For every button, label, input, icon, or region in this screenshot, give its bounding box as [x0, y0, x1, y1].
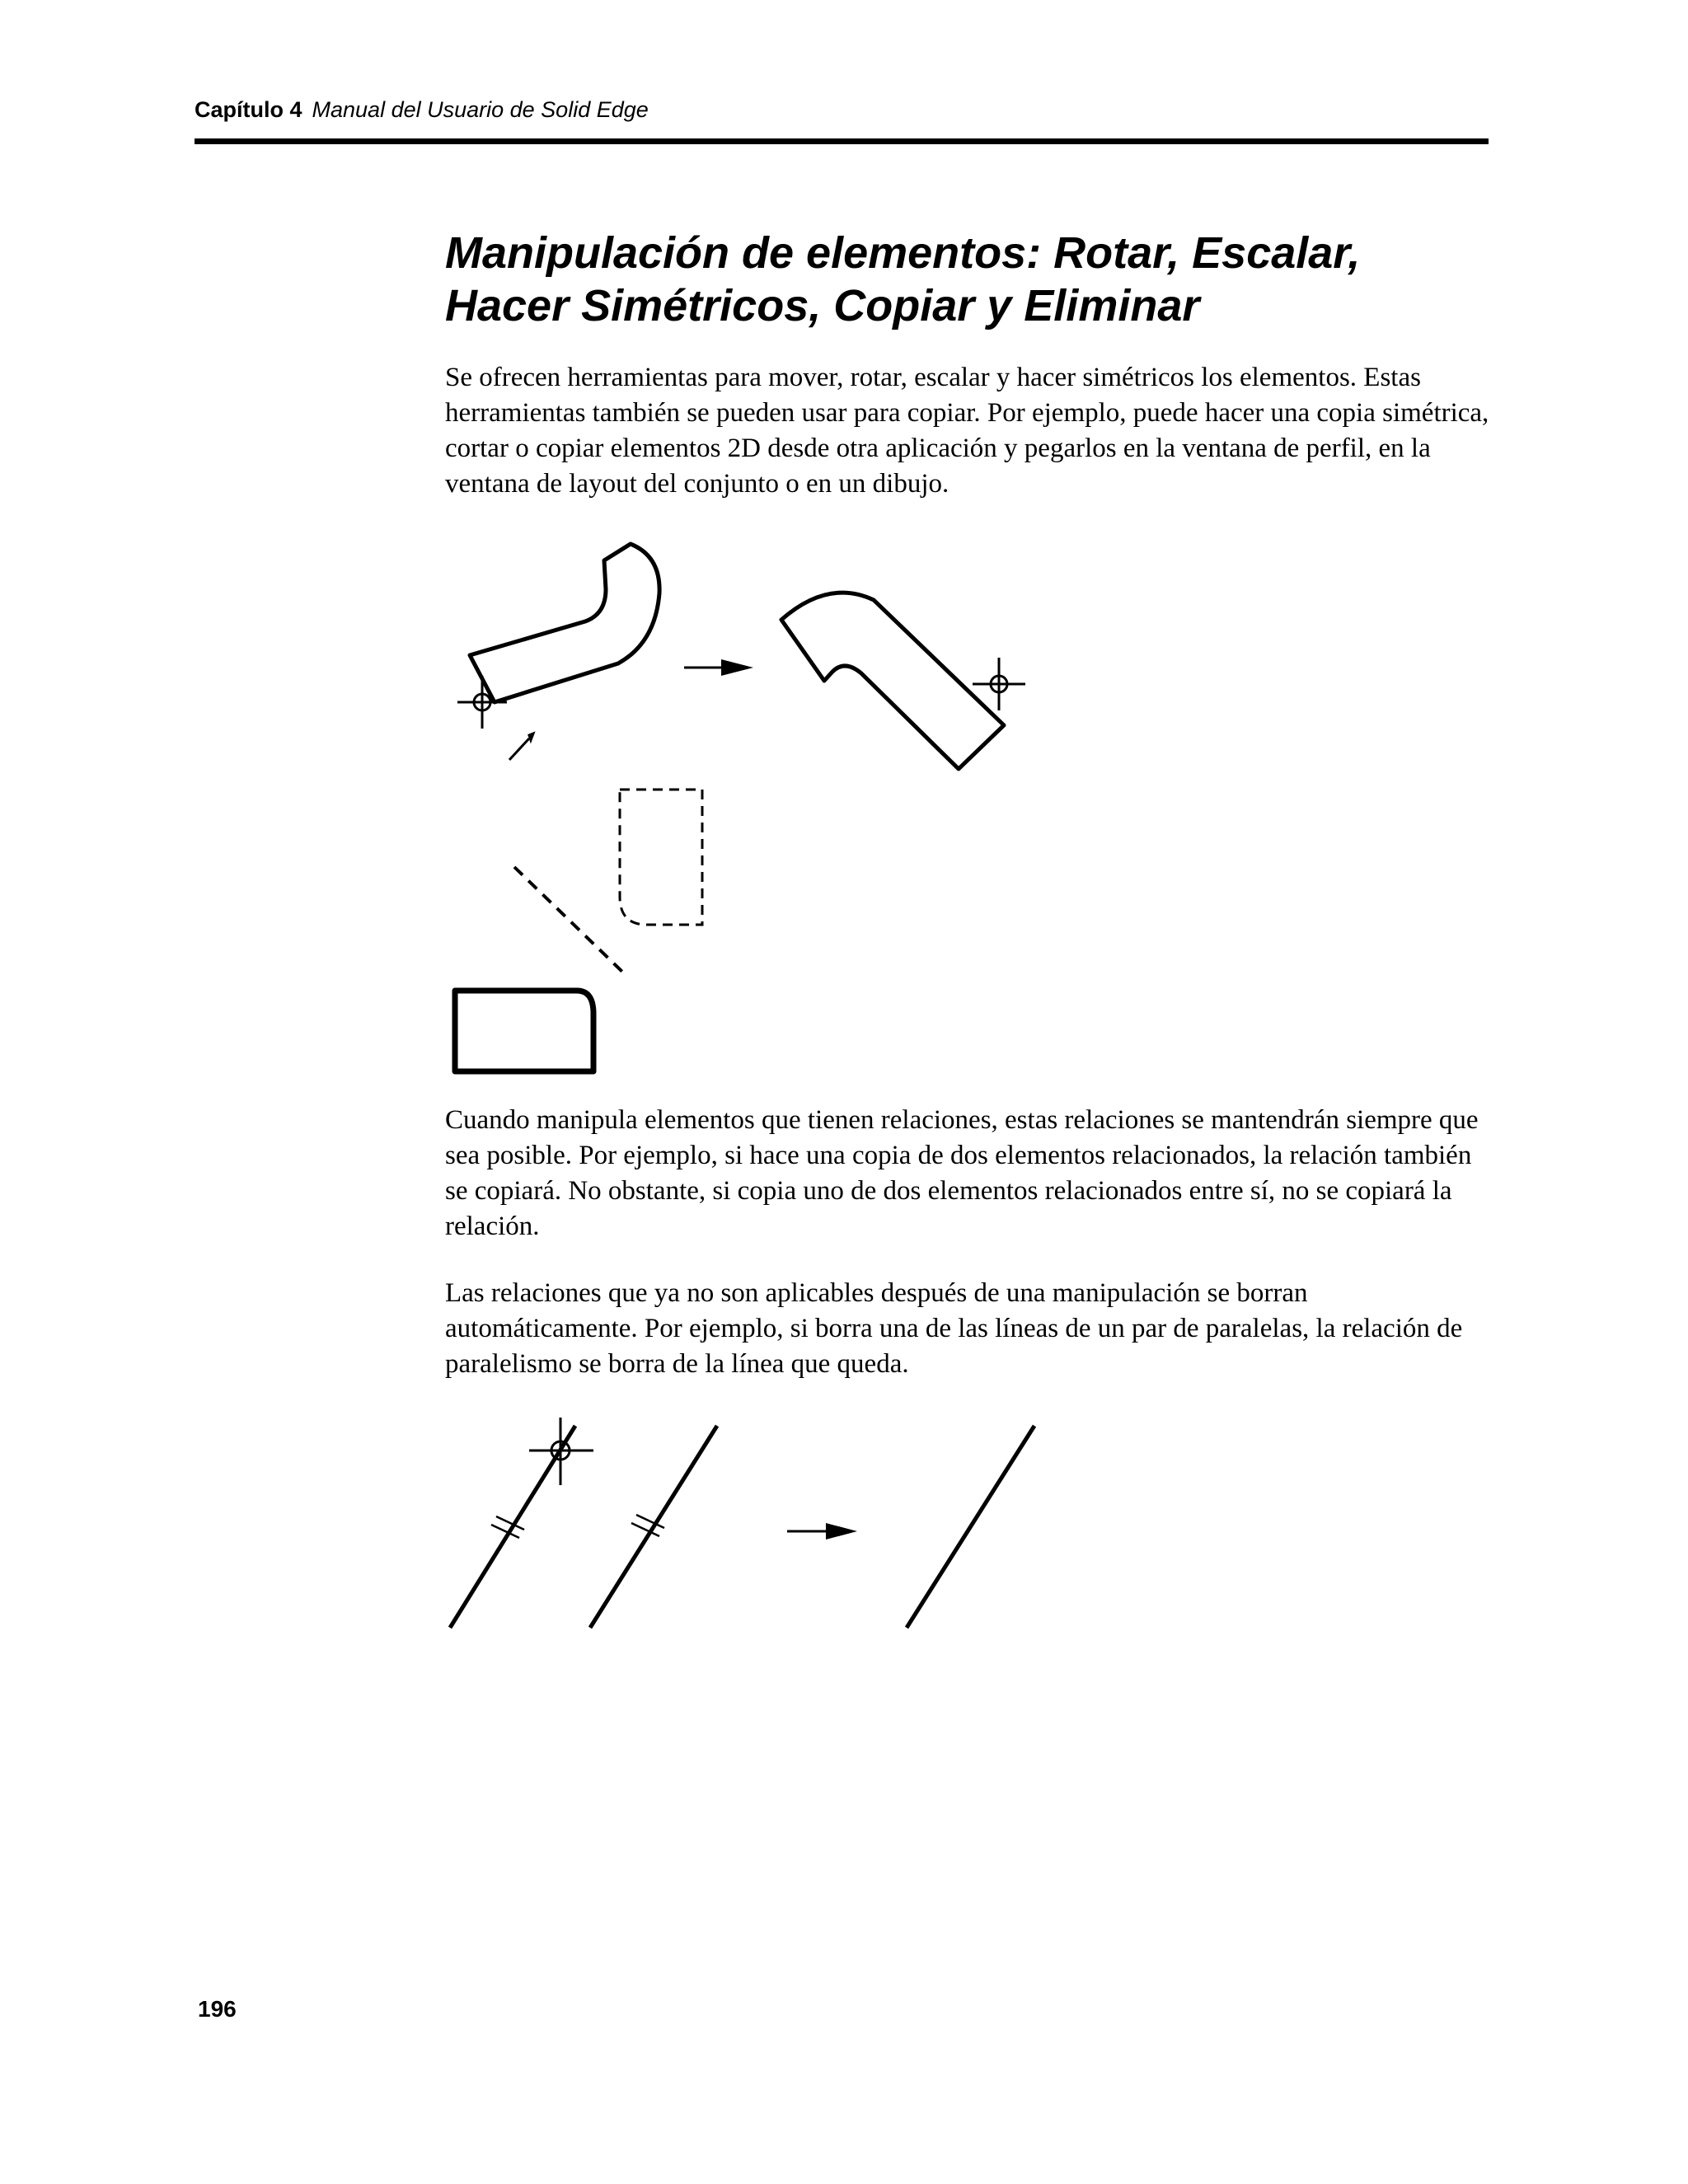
- select-cursor: [529, 1418, 593, 1485]
- deletion-paragraph: Las relaciones que ya no son aplicables después de una manipulación se borran automáticamente. Por ejemplo, si borra una de las líneas de un par de paralelas, la relación de paralelismo se borra de la línea que queda.: [445, 1278, 1463, 1379]
- original-shape: [470, 544, 659, 702]
- section-title-line-2: Hacer Simétricos, Copiar y Eliminar: [445, 281, 1200, 330]
- mirror-line: [514, 867, 623, 972]
- mirrored-shape: [455, 991, 593, 1071]
- relations-paragraph: Cuando manipula elementos que tienen relaciones, estas relaciones se mantendrán siempre que sea posible. Por ejemplo, si hace una copia de dos elementos relacionados, la relación también se copiará. No obstante, si copia uno de dos elementos relacionados entre sí, no se copiará la relación.: [445, 1105, 1479, 1241]
- intro-paragraph: Se ofrecen herramientas para mover, rotar, escalar y hacer simétricos los elementos. Estas herramientas también se pueden usar para copiar. Por ejemplo, puede hacer una copia simétrica, cortar o copiar elementos 2D desde otra aplicación y pegarlos en la ventana de perfil, en la ventana de layout del conjunto o en un dibujo.: [445, 363, 1489, 499]
- header-rule: [195, 138, 1489, 144]
- running-header: [195, 97, 649, 123]
- figure-rotate-mirror: [445, 527, 1517, 1071]
- mirror-preview-shape: [620, 790, 702, 925]
- manual-title: Manual del Usuario de Solid Edge: [312, 97, 649, 122]
- section-title: [445, 227, 1475, 332]
- parallel-line-1: [450, 1426, 575, 1628]
- pointer-arrow-icon: [509, 733, 533, 760]
- chapter-label: Capítulo 4: [195, 97, 302, 122]
- parallel-line-2: [590, 1426, 717, 1628]
- pivot-cursor: [457, 676, 507, 729]
- page-number: 196: [198, 1996, 237, 2022]
- figure-parallel-delete: [445, 1418, 1104, 1640]
- remaining-line: [907, 1426, 1034, 1628]
- section-title-line-1: Manipulación de elementos: Rotar, Escalar,: [445, 228, 1361, 278]
- transition-arrow-icon: [684, 659, 753, 676]
- transition-arrow-icon-2: [787, 1523, 857, 1540]
- rotated-shape: [781, 593, 1004, 769]
